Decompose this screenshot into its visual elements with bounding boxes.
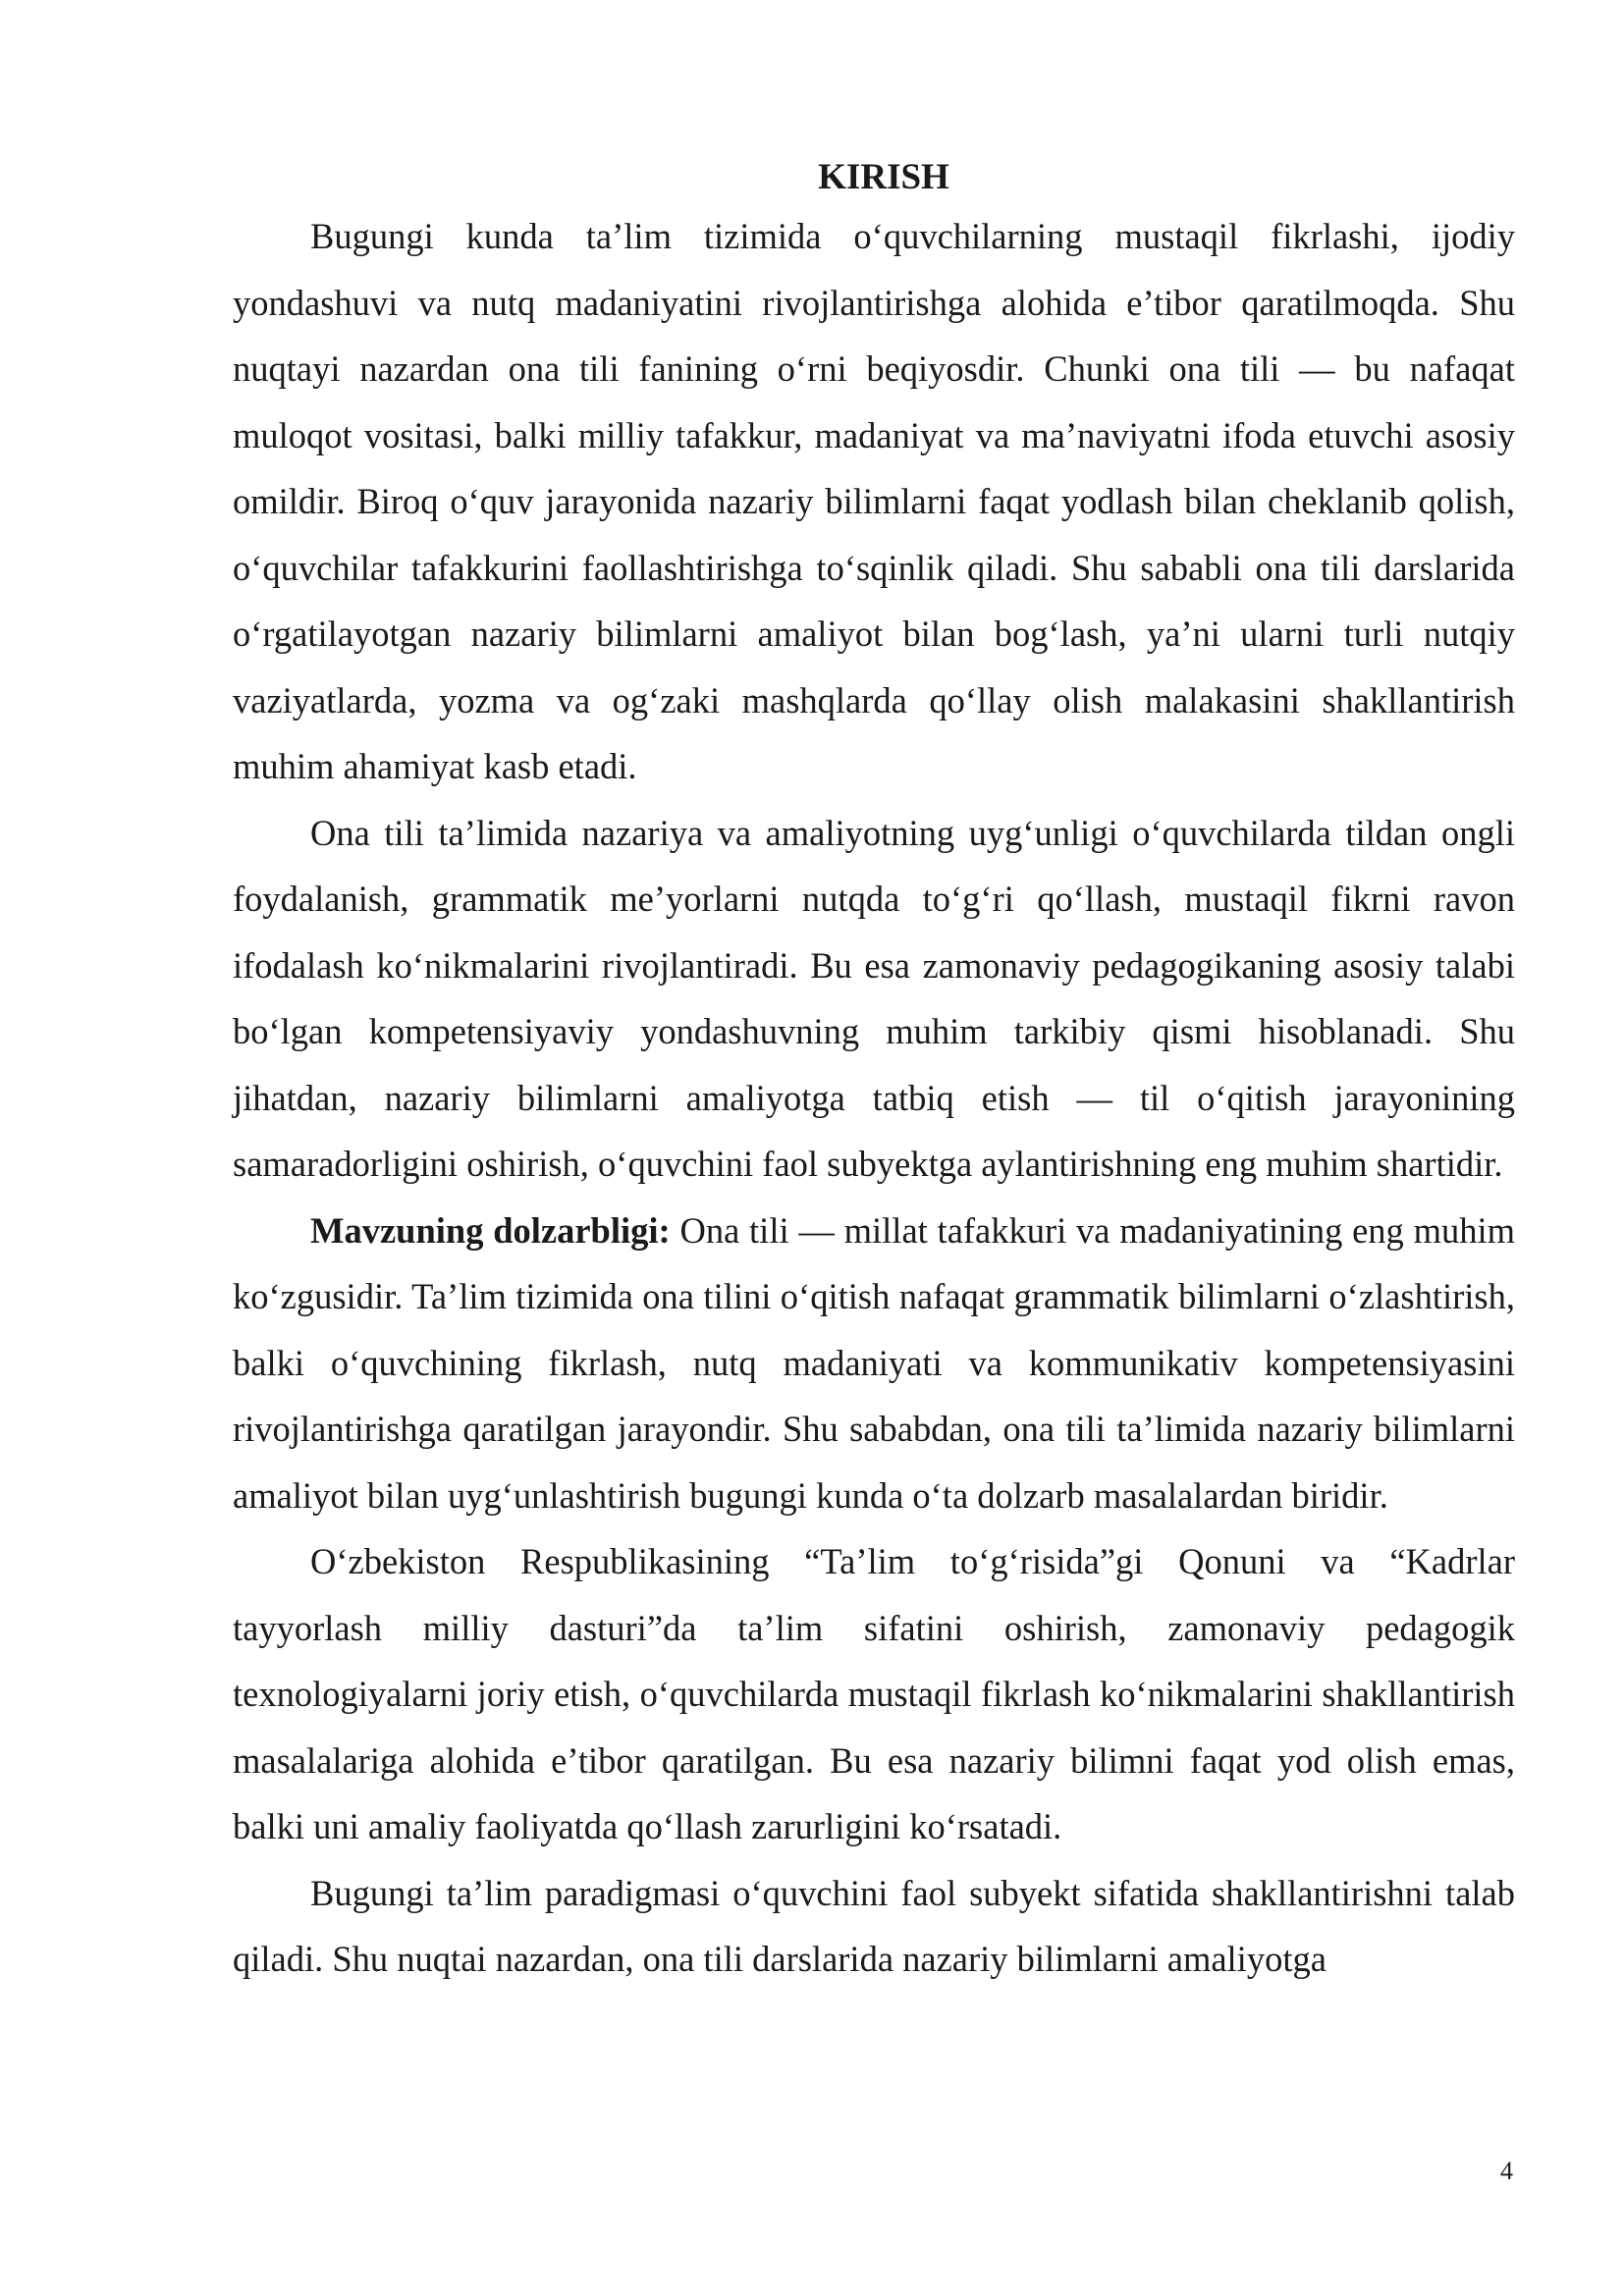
paragraph-text: O‘zbekiston Respublikasining “Ta’lim to‘g‘risida”gi Qonuni va “Kadrlar tayyorlash milliy dasturi”da ta’lim sifatini oshirish, zamonaviy pedagogik texnologiyalarni joriy etish, o‘quvchilarda mustaqil fikrlash ko‘nikmalarini shakllantirish masalalariga alohida e’tibor qaratilgan. Bu esa nazariy bilimni faqat yod olish emas, balki uni amaliy faoliyatda qo‘llash zarurligini ko‘rsatadi.	[233, 1541, 1515, 1846]
paragraph-intro	[233, 203, 1515, 800]
page-number: 4	[1500, 2157, 1513, 2185]
paragraph-theory-practice	[233, 800, 1515, 1198]
paragraph-paradigm	[233, 1860, 1515, 1993]
paragraph-text: Ona tili ta’limida nazariya va amaliyotning uyg‘unligi o‘quvchilarda tildan ongli foydalanish, grammatik me’yorlarni nutqda to‘g‘ri qo‘llash, mustaqil fikrni ravon ifodalash ko‘nikmalarini rivojlantiradi. Bu esa zamonaviy pedagogikaning asosiy talabi bo‘lgan kompetensiyaviy yondashuvning muhim tarkibiy qismi hisoblanadi. Shu jihatdan, nazariy bilimlarni amaliyotga tatbiq etish — til o‘qitish jarayonining samaradorligini oshirish, o‘quvchini faol subyektga aylantirishning eng muhim shartidir.	[233, 812, 1515, 1184]
document-body	[233, 152, 1515, 1993]
paragraph-text: Bugungi kunda ta’lim tizimida o‘quvchilarning mustaqil fikrlashi, ijodiy yondashuvi va nutq madaniyatini rivojlantirishga alohida e’tibor qaratilmoqda. Shu nuqtayi nazardan ona tili fanining o‘rni beqiyosdir. Chunki ona tili — bu nafaqat muloqot vositasi, balki milliy tafakkur, madaniyat va ma’naviyatni ifoda etuvchi asosiy omildir. Biroq o‘quv jarayonida nazariy bilimlarni faqat yodlash bilan cheklanib qolish, o‘quvchilar tafakkurini faollashtirishga to‘sqinlik qiladi. Shu sababli ona tili darslarida o‘rgatilayotgan nazariy bilimlarni amaliyot bilan bog‘lash, ya’ni ularni turli nutqiy vaziyatlarda, yozma va og‘zaki mashqlarda qo‘llay olish malakasini shakllantirish muhim ahamiyat kasb etadi.	[233, 216, 1515, 786]
paragraph-text: Bugungi ta’lim paradigmasi o‘quvchini faol subyekt sifatida shakllantirishni talab qiladi. Shu nuqtai nazardan, ona tili darslarida nazariy bilimlarni amaliyotga	[233, 1872, 1515, 1979]
section-heading: KIRISH	[818, 157, 949, 197]
paragraph-legislation	[233, 1528, 1515, 1860]
paragraph-text: Ona tili — millat tafakkuri va madaniyatining eng muhim ko‘zgusidir. Ta’lim tizimida ona tilini o‘qitish nafaqat grammatik bilimlarni o‘zlashtirish, balki o‘quvchining fikrlash, nutq madaniyati va kommunikativ kompetensiyasini rivojlantirishga qaratilgan jarayondir. Shu sababdan, ona tili ta’limida nazariy bilimlarni amaliyot bilan uyg‘unlashtirish bugungi kunda o‘ta dolzarb masalalardan biridir.	[233, 1209, 1515, 1516]
relevance-lead-label: Mavzuning dolzarbligi:	[310, 1209, 671, 1251]
paragraph-relevance	[233, 1198, 1515, 1529]
